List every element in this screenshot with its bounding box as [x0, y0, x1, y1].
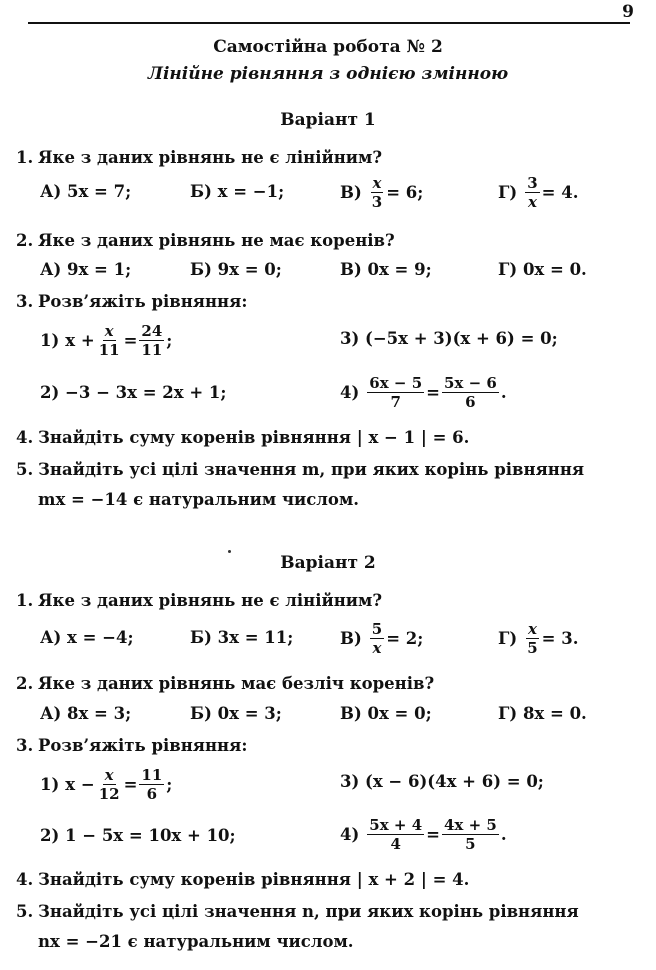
equals-sign: =	[123, 331, 138, 350]
denominator: 6	[146, 785, 158, 803]
question-number: 2.	[16, 674, 34, 693]
equation-tail: ;	[166, 775, 173, 794]
denominator: 7	[390, 393, 401, 411]
question-number: 4.	[16, 428, 34, 447]
option-tail: = 6;	[386, 183, 424, 202]
denominator: 5	[527, 639, 538, 657]
v1-question-3	[16, 287, 642, 317]
v2-question-2	[16, 669, 642, 699]
option-a: А) 5x = 7;	[40, 182, 132, 201]
v2-equation-2: 2) 1 − 5x = 10x + 10;	[40, 826, 236, 845]
v1-question-4	[16, 423, 642, 453]
fraction	[370, 620, 384, 657]
question-number: 3.	[16, 292, 34, 311]
fraction	[367, 816, 424, 853]
fraction	[525, 620, 539, 657]
v2-question-3	[16, 731, 642, 761]
denominator: 4	[390, 835, 401, 853]
equals-sign: =	[123, 775, 138, 794]
v2-equation-1	[40, 766, 172, 803]
page-title: Самостійна робота № 2	[213, 37, 443, 57]
question-text-continued: mx = −14 є натуральним числом.	[38, 490, 360, 509]
question-text: Яке з даних рівнянь не має коренів?	[38, 231, 395, 250]
option-b: Б) x = −1;	[190, 182, 285, 201]
v1-equation-1	[40, 322, 172, 359]
option-a: А) 8x = 3;	[40, 704, 132, 723]
fraction	[442, 374, 499, 411]
fraction	[139, 766, 164, 803]
equation-tail: .	[500, 383, 507, 402]
denominator: x	[527, 193, 537, 211]
fraction	[367, 374, 424, 411]
numerator: 5x + 4	[369, 816, 423, 834]
header-rule	[28, 22, 630, 24]
numerator: x	[104, 766, 114, 784]
fraction	[97, 766, 122, 803]
option-tail: = 2;	[386, 629, 424, 648]
denominator: 5	[465, 835, 476, 853]
denominator: 3	[371, 193, 383, 211]
v2-equation-4	[340, 816, 507, 853]
option-c	[340, 620, 423, 657]
option-label: В)	[340, 183, 362, 202]
question-number: 5.	[16, 902, 34, 921]
v1-question-5	[16, 455, 642, 515]
v1-equation-3: 3) (−5x + 3)(x + 6) = 0;	[340, 329, 558, 348]
option-c: В) 0x = 9;	[340, 260, 432, 279]
equation-label: 4)	[340, 825, 360, 844]
option-a: А) 9x = 1;	[40, 260, 132, 279]
option-d: Г) 8x = 0.	[498, 704, 587, 723]
v1-equation-4	[340, 374, 507, 411]
question-text: Знайдіть усі цілі значення n, при яких корінь рівняння	[38, 902, 579, 921]
v2-question-1	[16, 586, 642, 616]
question-number: 2.	[16, 231, 34, 250]
page-number: 9	[622, 2, 634, 22]
fraction	[442, 816, 499, 853]
equation-part: x +	[65, 331, 95, 350]
denominator: 11	[98, 341, 120, 359]
option-label: Г)	[498, 629, 518, 648]
variant-2-heading: Варіант 2	[280, 553, 376, 573]
question-number: 1.	[16, 591, 34, 610]
fraction	[370, 174, 384, 211]
option-b: Б) 3x = 11;	[190, 628, 294, 647]
page-subtitle: Лінійне рівняння з однією змінною	[147, 64, 509, 84]
option-b: Б) 0x = 3;	[190, 704, 282, 723]
question-text: Знайдіть усі цілі значення m, при яких корінь рівняння	[38, 460, 585, 479]
option-d	[498, 174, 578, 211]
equals-sign: =	[426, 825, 440, 844]
option-c: В) 0x = 0;	[340, 704, 432, 723]
denominator: 11	[141, 341, 163, 359]
question-text: Розв’яжіть рівняння:	[38, 736, 248, 755]
question-number: 1.	[16, 148, 34, 167]
option-b: Б) 9x = 0;	[190, 260, 282, 279]
option-tail: = 4.	[541, 183, 579, 202]
v1-question-2	[16, 226, 642, 256]
option-label: Г)	[498, 183, 518, 202]
equation-tail: .	[500, 825, 507, 844]
option-c	[340, 174, 423, 211]
numerator: x	[527, 620, 537, 638]
fraction	[139, 322, 164, 359]
v2-equation-3: 3) (x − 6)(4x + 6) = 0;	[340, 772, 544, 791]
numerator: 11	[141, 766, 163, 784]
numerator: x	[372, 174, 382, 192]
option-d	[498, 620, 578, 657]
equation-label: 1)	[40, 775, 60, 794]
v2-question-4	[16, 865, 642, 895]
denominator: 6	[465, 393, 476, 411]
question-number: 5.	[16, 460, 34, 479]
numerator: 3	[527, 174, 538, 192]
question-number: 3.	[16, 736, 34, 755]
question-text: Яке з даних рівнянь не є лінійним?	[38, 148, 383, 167]
numerator: 5	[371, 620, 383, 638]
numerator: 4x + 5	[443, 816, 497, 834]
question-text-continued: nx = −21 є натуральним числом.	[38, 932, 354, 951]
equation-tail: ;	[166, 331, 173, 350]
equals-sign: =	[426, 383, 440, 402]
equation-part: x −	[65, 775, 95, 794]
denominator: 12	[98, 785, 120, 803]
v1-equation-2: 2) −3 − 3x = 2x + 1;	[40, 383, 227, 402]
option-d: Г) 0x = 0.	[498, 260, 587, 279]
variant-1-heading: Варіант 1	[280, 110, 376, 130]
fraction	[525, 174, 539, 211]
question-text: Яке з даних рівнянь не є лінійним?	[38, 591, 383, 610]
question-text: Знайдіть суму коренів рівняння | x + 2 | = 4.	[38, 870, 470, 889]
question-text: Яке з даних рівнянь має безліч коренів?	[38, 674, 435, 693]
numerator: 24	[141, 322, 163, 340]
v1-question-1	[16, 143, 642, 173]
question-number: 4.	[16, 870, 34, 889]
option-a: А) x = −4;	[40, 628, 134, 647]
question-text: Розв’яжіть рівняння:	[38, 292, 248, 311]
denominator: x	[372, 639, 382, 657]
numerator: 6x − 5	[369, 374, 423, 392]
v2-question-5	[16, 897, 642, 957]
numerator: x	[104, 322, 114, 340]
equation-label: 4)	[340, 383, 360, 402]
equation-label: 1)	[40, 331, 60, 350]
question-text: Знайдіть суму коренів рівняння | x − 1 | = 6.	[38, 428, 470, 447]
option-tail: = 3.	[541, 629, 579, 648]
option-label: В)	[340, 629, 362, 648]
fraction	[97, 322, 122, 359]
numerator: 5x − 6	[443, 374, 497, 392]
